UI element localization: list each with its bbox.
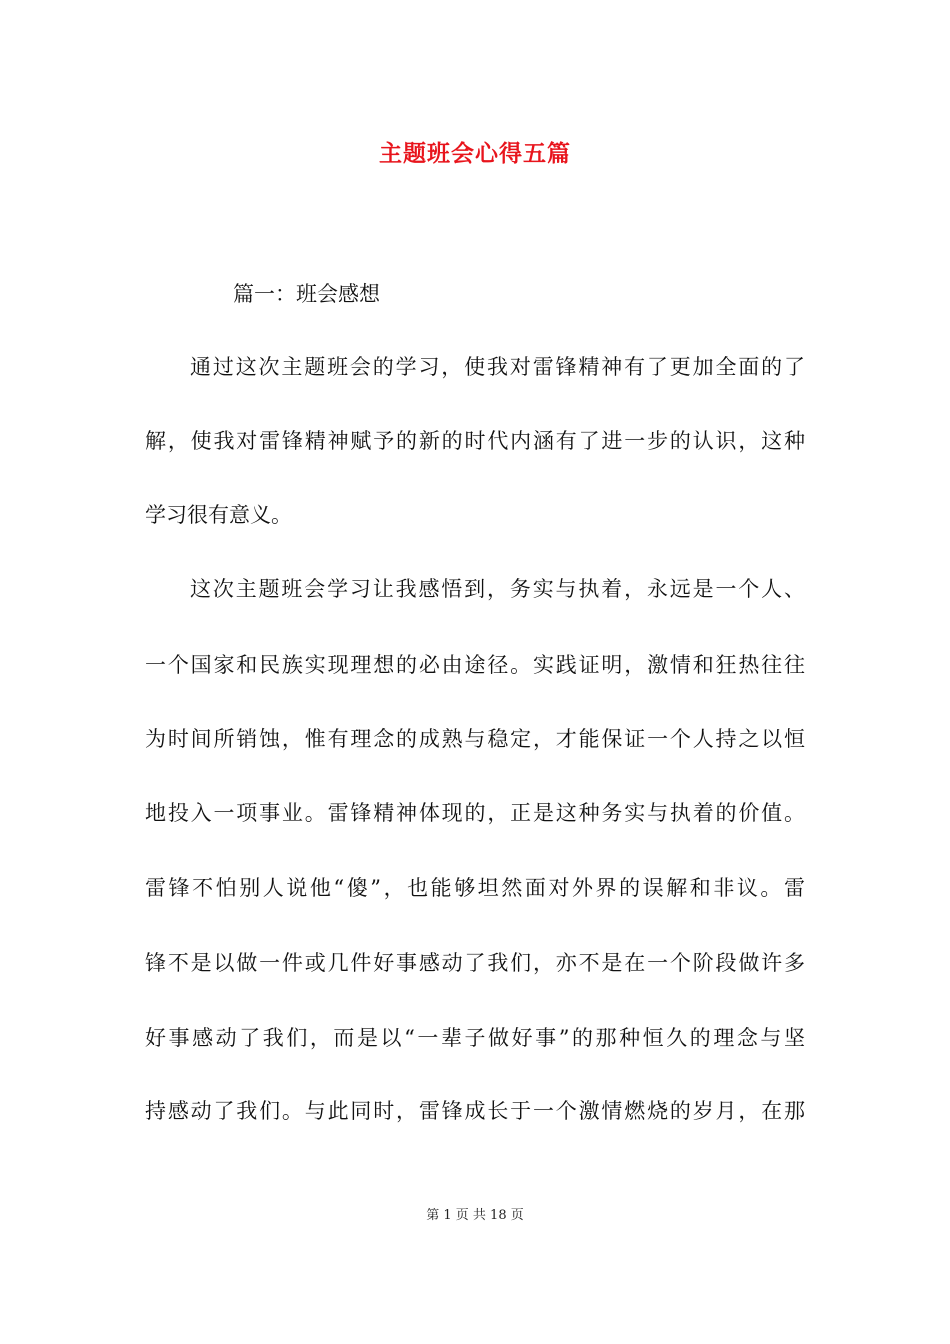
document-title: 主题班会心得五篇	[379, 140, 571, 167]
paragraph-line: 一个国家和民族实现理想的必由途径。实践证明，激情和狂热往往	[145, 653, 805, 677]
paragraph-line: 锋不是以做一件或几件好事感动了我们，亦不是在一个阶段做许多	[145, 951, 805, 975]
paragraph-line: 好事感动了我们，而是以“一辈子做好事”的那种恒久的理念与坚	[145, 1026, 805, 1050]
paragraph-line: 通过这次主题班会的学习，使我对雷锋精神有了更加全面的了	[190, 355, 805, 379]
section-heading: 篇一：班会感想	[233, 282, 380, 306]
paragraph-line: 这次主题班会学习让我感悟到，务实与执着，永远是一个人、	[190, 577, 805, 601]
paragraph-line: 持感动了我们。与此同时，雷锋成长于一个激情燃烧的岁月，在那	[145, 1099, 805, 1123]
paragraph-line: 雷锋不怕别人说他“傻”，也能够坦然面对外界的误解和非议。雷	[145, 876, 805, 900]
paragraph-line: 地投入一项事业。雷锋精神体现的，正是这种务实与执着的价值。	[145, 801, 805, 825]
page-footer: 第 1 页 共 18 页	[426, 1208, 524, 1223]
paragraph-line: 解，使我对雷锋精神赋予的新的时代内涵有了进一步的认识，这种	[145, 429, 805, 453]
paragraph-line: 为时间所销蚀，惟有理念的成熟与稳定，才能保证一个人持之以恒	[145, 727, 805, 751]
paragraph-line: 学习很有意义。	[145, 503, 292, 527]
